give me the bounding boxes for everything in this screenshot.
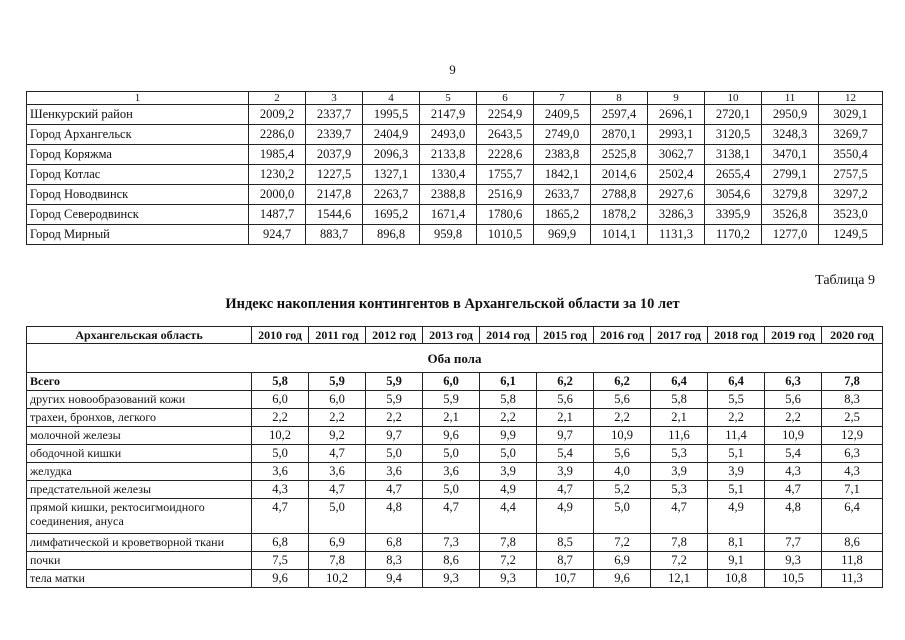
table-row	[27, 570, 883, 588]
value-cell: 5,2	[594, 481, 651, 499]
value-cell: 3526,8	[762, 205, 819, 225]
value-cell: 3470,1	[762, 145, 819, 165]
value-cell: 2,1	[537, 409, 594, 427]
column-number-cell: 3	[306, 92, 363, 105]
value-cell: 5,8	[252, 373, 309, 391]
value-cell: 3297,2	[819, 185, 883, 205]
year-header-cell: 2013 год	[423, 327, 480, 344]
table-row	[27, 165, 883, 185]
table-row	[27, 409, 883, 427]
value-cell: 3120,5	[705, 125, 762, 145]
value-cell: 5,9	[366, 373, 423, 391]
table-row	[27, 445, 883, 463]
column-number-cell: 10	[705, 92, 762, 105]
accumulation-index-table	[26, 326, 883, 588]
value-cell: 2,2	[594, 409, 651, 427]
table-row	[27, 145, 883, 165]
value-cell: 2,2	[309, 409, 366, 427]
value-cell: 2228,6	[477, 145, 534, 165]
value-cell: 896,8	[363, 225, 420, 245]
value-cell: 5,6	[765, 391, 822, 409]
value-cell: 11,4	[708, 427, 765, 445]
value-cell: 1842,1	[534, 165, 591, 185]
value-cell: 2696,1	[648, 105, 705, 125]
value-cell: 1014,1	[591, 225, 648, 245]
value-cell: 3054,6	[705, 185, 762, 205]
year-header-cell: 2014 год	[480, 327, 537, 344]
value-cell: 2383,8	[534, 145, 591, 165]
value-cell: 2133,8	[420, 145, 477, 165]
value-cell: 6,2	[537, 373, 594, 391]
column-number-cell: 7	[534, 92, 591, 105]
value-cell: 9,6	[594, 570, 651, 588]
value-cell: 2286,0	[249, 125, 306, 145]
value-cell: 1131,3	[648, 225, 705, 245]
value-cell: 6,8	[366, 534, 423, 552]
value-cell: 2339,7	[306, 125, 363, 145]
value-cell: 2597,4	[591, 105, 648, 125]
table-row	[27, 225, 883, 245]
value-cell: 9,7	[537, 427, 594, 445]
column-number-cell: 1	[27, 92, 249, 105]
value-cell: 6,3	[822, 445, 883, 463]
value-cell: 9,3	[765, 552, 822, 570]
value-cell: 3062,7	[648, 145, 705, 165]
site-name-cell: тела матки	[27, 570, 252, 588]
value-cell: 2633,7	[534, 185, 591, 205]
value-cell: 6,0	[252, 391, 309, 409]
value-cell: 3,6	[423, 463, 480, 481]
value-cell: 1330,4	[420, 165, 477, 185]
value-cell: 7,7	[765, 534, 822, 552]
value-cell: 11,8	[822, 552, 883, 570]
year-header-cell: 2018 год	[708, 327, 765, 344]
value-cell: 2,2	[480, 409, 537, 427]
value-cell: 2337,7	[306, 105, 363, 125]
value-cell: 9,6	[252, 570, 309, 588]
value-cell: 6,4	[651, 373, 708, 391]
value-cell: 2014,6	[591, 165, 648, 185]
value-cell: 7,8	[309, 552, 366, 570]
value-cell: 2000,0	[249, 185, 306, 205]
value-cell: 4,7	[537, 481, 594, 499]
value-cell: 4,7	[765, 481, 822, 499]
value-cell: 1985,4	[249, 145, 306, 165]
value-cell: 1878,2	[591, 205, 648, 225]
value-cell: 3,9	[537, 463, 594, 481]
table-title: Индекс накопления контингентов в Архангельской области за 10 лет	[225, 296, 680, 312]
value-cell: 5,8	[480, 391, 537, 409]
table-row	[27, 125, 883, 145]
district-name-cell: Город Коряжма	[27, 145, 249, 165]
value-cell: 10,9	[765, 427, 822, 445]
value-cell: 5,9	[309, 373, 366, 391]
value-cell: 7,2	[651, 552, 708, 570]
value-cell: 10,2	[309, 570, 366, 588]
site-name-cell: трахеи, бронхов, легкого	[27, 409, 252, 427]
value-cell: 9,2	[309, 427, 366, 445]
value-cell: 9,3	[480, 570, 537, 588]
value-cell: 7,1	[822, 481, 883, 499]
year-header-cell: 2019 год	[765, 327, 822, 344]
value-cell: 2749,0	[534, 125, 591, 145]
both-sexes-subheader: Оба пола	[27, 344, 883, 373]
value-cell: 5,9	[423, 391, 480, 409]
value-cell: 5,0	[366, 445, 423, 463]
value-cell: 2516,9	[477, 185, 534, 205]
table-caption: Таблица 9	[815, 273, 875, 288]
value-cell: 10,2	[252, 427, 309, 445]
value-cell: 3550,4	[819, 145, 883, 165]
value-cell: 4,9	[537, 499, 594, 534]
district-name-cell: Шенкурский район	[27, 105, 249, 125]
value-cell: 2009,2	[249, 105, 306, 125]
subheader-row	[27, 344, 883, 373]
value-cell: 8,6	[822, 534, 883, 552]
column-number-cell: 2	[249, 92, 306, 105]
district-name-cell: Город Новодвинск	[27, 185, 249, 205]
region-header-cell: Архангельская область	[27, 327, 252, 344]
value-cell: 5,3	[651, 481, 708, 499]
value-cell: 1010,5	[477, 225, 534, 245]
value-cell: 4,9	[708, 499, 765, 534]
district-name-cell: Город Архангельск	[27, 125, 249, 145]
value-cell: 2404,9	[363, 125, 420, 145]
value-cell: 9,4	[366, 570, 423, 588]
value-cell: 1487,7	[249, 205, 306, 225]
value-cell: 2,5	[822, 409, 883, 427]
value-cell: 9,6	[423, 427, 480, 445]
year-header-cell: 2016 год	[594, 327, 651, 344]
value-cell: 2643,5	[477, 125, 534, 145]
value-cell: 2870,1	[591, 125, 648, 145]
value-cell: 4,7	[309, 481, 366, 499]
district-name-cell: Город Северодвинск	[27, 205, 249, 225]
value-cell: 2,2	[708, 409, 765, 427]
value-cell: 4,8	[765, 499, 822, 534]
value-cell: 4,7	[309, 445, 366, 463]
value-cell: 7,2	[594, 534, 651, 552]
value-cell: 8,6	[423, 552, 480, 570]
year-header-cell: 2020 год	[822, 327, 883, 344]
site-name-cell: желудка	[27, 463, 252, 481]
table-row	[27, 427, 883, 445]
value-cell: 5,6	[537, 391, 594, 409]
value-cell: 10,5	[765, 570, 822, 588]
value-cell: 6,4	[822, 499, 883, 534]
value-cell: 1544,6	[306, 205, 363, 225]
value-cell: 3,6	[252, 463, 309, 481]
value-cell: 4,7	[252, 499, 309, 534]
column-number-cell: 11	[762, 92, 819, 105]
value-cell: 3,9	[651, 463, 708, 481]
table-row	[27, 499, 883, 534]
value-cell: 3138,1	[705, 145, 762, 165]
value-cell: 6,3	[765, 373, 822, 391]
table-row	[27, 481, 883, 499]
table-row	[27, 105, 883, 125]
value-cell: 8,3	[822, 391, 883, 409]
value-cell: 3286,3	[648, 205, 705, 225]
value-cell: 6,0	[423, 373, 480, 391]
value-cell: 9,7	[366, 427, 423, 445]
value-cell: 12,9	[822, 427, 883, 445]
value-cell: 4,3	[765, 463, 822, 481]
value-cell: 3395,9	[705, 205, 762, 225]
value-cell: 11,3	[822, 570, 883, 588]
year-header-cell: 2012 год	[366, 327, 423, 344]
site-name-cell: молочной железы	[27, 427, 252, 445]
value-cell: 6,4	[708, 373, 765, 391]
value-cell: 10,9	[594, 427, 651, 445]
value-cell: 10,8	[708, 570, 765, 588]
value-cell: 2096,3	[363, 145, 420, 165]
value-cell: 5,0	[252, 445, 309, 463]
value-cell: 4,8	[366, 499, 423, 534]
value-cell: 11,6	[651, 427, 708, 445]
value-cell: 5,3	[651, 445, 708, 463]
value-cell: 2993,1	[648, 125, 705, 145]
year-header-cell: 2010 год	[252, 327, 309, 344]
value-cell: 3,6	[366, 463, 423, 481]
page-number: 9	[449, 62, 456, 77]
value-cell: 883,7	[306, 225, 363, 245]
value-cell: 4,0	[594, 463, 651, 481]
value-cell: 2655,4	[705, 165, 762, 185]
site-name-cell: почки	[27, 552, 252, 570]
table-row	[27, 185, 883, 205]
value-cell: 8,7	[537, 552, 594, 570]
column-number-cell: 4	[363, 92, 420, 105]
year-header-cell: 2017 год	[651, 327, 708, 344]
value-cell: 9,1	[708, 552, 765, 570]
value-cell: 6,9	[594, 552, 651, 570]
value-cell: 9,3	[423, 570, 480, 588]
value-cell: 3,9	[708, 463, 765, 481]
year-header-cell: 2015 год	[537, 327, 594, 344]
value-cell: 2950,9	[762, 105, 819, 125]
value-cell: 4,7	[651, 499, 708, 534]
value-cell: 5,1	[708, 481, 765, 499]
value-cell: 2927,6	[648, 185, 705, 205]
value-cell: 12,1	[651, 570, 708, 588]
value-cell: 1249,5	[819, 225, 883, 245]
value-cell: 5,0	[423, 445, 480, 463]
value-cell: 6,8	[252, 534, 309, 552]
value-cell: 7,8	[651, 534, 708, 552]
column-number-cell: 9	[648, 92, 705, 105]
value-cell: 5,9	[366, 391, 423, 409]
value-cell: 8,3	[366, 552, 423, 570]
value-cell: 4,7	[366, 481, 423, 499]
value-cell: 6,9	[309, 534, 366, 552]
site-name-cell: предстательной железы	[27, 481, 252, 499]
value-cell: 5,5	[708, 391, 765, 409]
value-cell: 4,9	[480, 481, 537, 499]
value-cell: 2263,7	[363, 185, 420, 205]
district-data-table	[26, 91, 883, 245]
value-cell: 6,1	[480, 373, 537, 391]
value-cell: 1865,2	[534, 205, 591, 225]
value-cell: 3523,0	[819, 205, 883, 225]
value-cell: 2,1	[651, 409, 708, 427]
site-name-cell: других новообразований кожи	[27, 391, 252, 409]
table-header-row	[27, 92, 883, 105]
value-cell: 959,8	[420, 225, 477, 245]
value-cell: 2037,9	[306, 145, 363, 165]
value-cell: 1327,1	[363, 165, 420, 185]
value-cell: 1170,2	[705, 225, 762, 245]
table-row	[27, 463, 883, 481]
table-header-row	[27, 327, 883, 344]
value-cell: 4,7	[423, 499, 480, 534]
value-cell: 6,0	[309, 391, 366, 409]
value-cell: 3248,3	[762, 125, 819, 145]
column-number-cell: 12	[819, 92, 883, 105]
district-name-cell: Город Мирный	[27, 225, 249, 245]
value-cell: 5,0	[594, 499, 651, 534]
value-cell: 5,0	[309, 499, 366, 534]
value-cell: 1695,2	[363, 205, 420, 225]
value-cell: 1277,0	[762, 225, 819, 245]
column-number-cell: 5	[420, 92, 477, 105]
table-row	[27, 534, 883, 552]
value-cell: 2757,5	[819, 165, 883, 185]
site-name-cell: лимфатической и кроветворной ткани	[27, 534, 252, 552]
column-number-cell: 6	[477, 92, 534, 105]
value-cell: 1755,7	[477, 165, 534, 185]
value-cell: 1227,5	[306, 165, 363, 185]
value-cell: 2,1	[423, 409, 480, 427]
column-number-cell: 8	[591, 92, 648, 105]
value-cell: 3269,7	[819, 125, 883, 145]
value-cell: 4,4	[480, 499, 537, 534]
value-cell: 3279,8	[762, 185, 819, 205]
year-header-cell: 2011 год	[309, 327, 366, 344]
value-cell: 2502,4	[648, 165, 705, 185]
value-cell: 5,4	[537, 445, 594, 463]
value-cell: 2525,8	[591, 145, 648, 165]
value-cell: 2,2	[765, 409, 822, 427]
table-row	[27, 373, 883, 391]
value-cell: 2147,8	[306, 185, 363, 205]
value-cell: 2147,9	[420, 105, 477, 125]
value-cell: 2799,1	[762, 165, 819, 185]
value-cell: 2254,9	[477, 105, 534, 125]
site-name-cell: Всего	[27, 373, 252, 391]
value-cell: 7,2	[480, 552, 537, 570]
value-cell: 4,3	[252, 481, 309, 499]
value-cell: 7,8	[822, 373, 883, 391]
value-cell: 1995,5	[363, 105, 420, 125]
value-cell: 2409,5	[534, 105, 591, 125]
site-name-cell: ободочной кишки	[27, 445, 252, 463]
value-cell: 3,6	[309, 463, 366, 481]
value-cell: 5,4	[765, 445, 822, 463]
value-cell: 1671,4	[420, 205, 477, 225]
value-cell: 10,7	[537, 570, 594, 588]
value-cell: 1230,2	[249, 165, 306, 185]
value-cell: 9,9	[480, 427, 537, 445]
value-cell: 7,3	[423, 534, 480, 552]
value-cell: 924,7	[249, 225, 306, 245]
value-cell: 5,8	[651, 391, 708, 409]
value-cell: 7,8	[480, 534, 537, 552]
table-row	[27, 391, 883, 409]
value-cell: 5,0	[423, 481, 480, 499]
value-cell: 2,2	[366, 409, 423, 427]
value-cell: 7,5	[252, 552, 309, 570]
value-cell: 4,3	[822, 463, 883, 481]
value-cell: 2388,8	[420, 185, 477, 205]
value-cell: 8,1	[708, 534, 765, 552]
value-cell: 1780,6	[477, 205, 534, 225]
value-cell: 2720,1	[705, 105, 762, 125]
district-name-cell: Город Котлас	[27, 165, 249, 185]
value-cell: 969,9	[534, 225, 591, 245]
value-cell: 2,2	[252, 409, 309, 427]
value-cell: 2493,0	[420, 125, 477, 145]
value-cell: 3,9	[480, 463, 537, 481]
value-cell: 3029,1	[819, 105, 883, 125]
value-cell: 2788,8	[591, 185, 648, 205]
site-name-cell: прямой кишки, ректосигмоидного соединения, ануса	[27, 499, 252, 534]
value-cell: 6,2	[594, 373, 651, 391]
value-cell: 5,6	[594, 445, 651, 463]
value-cell: 8,5	[537, 534, 594, 552]
value-cell: 5,0	[480, 445, 537, 463]
table-row	[27, 552, 883, 570]
value-cell: 5,6	[594, 391, 651, 409]
value-cell: 5,1	[708, 445, 765, 463]
table-row	[27, 205, 883, 225]
